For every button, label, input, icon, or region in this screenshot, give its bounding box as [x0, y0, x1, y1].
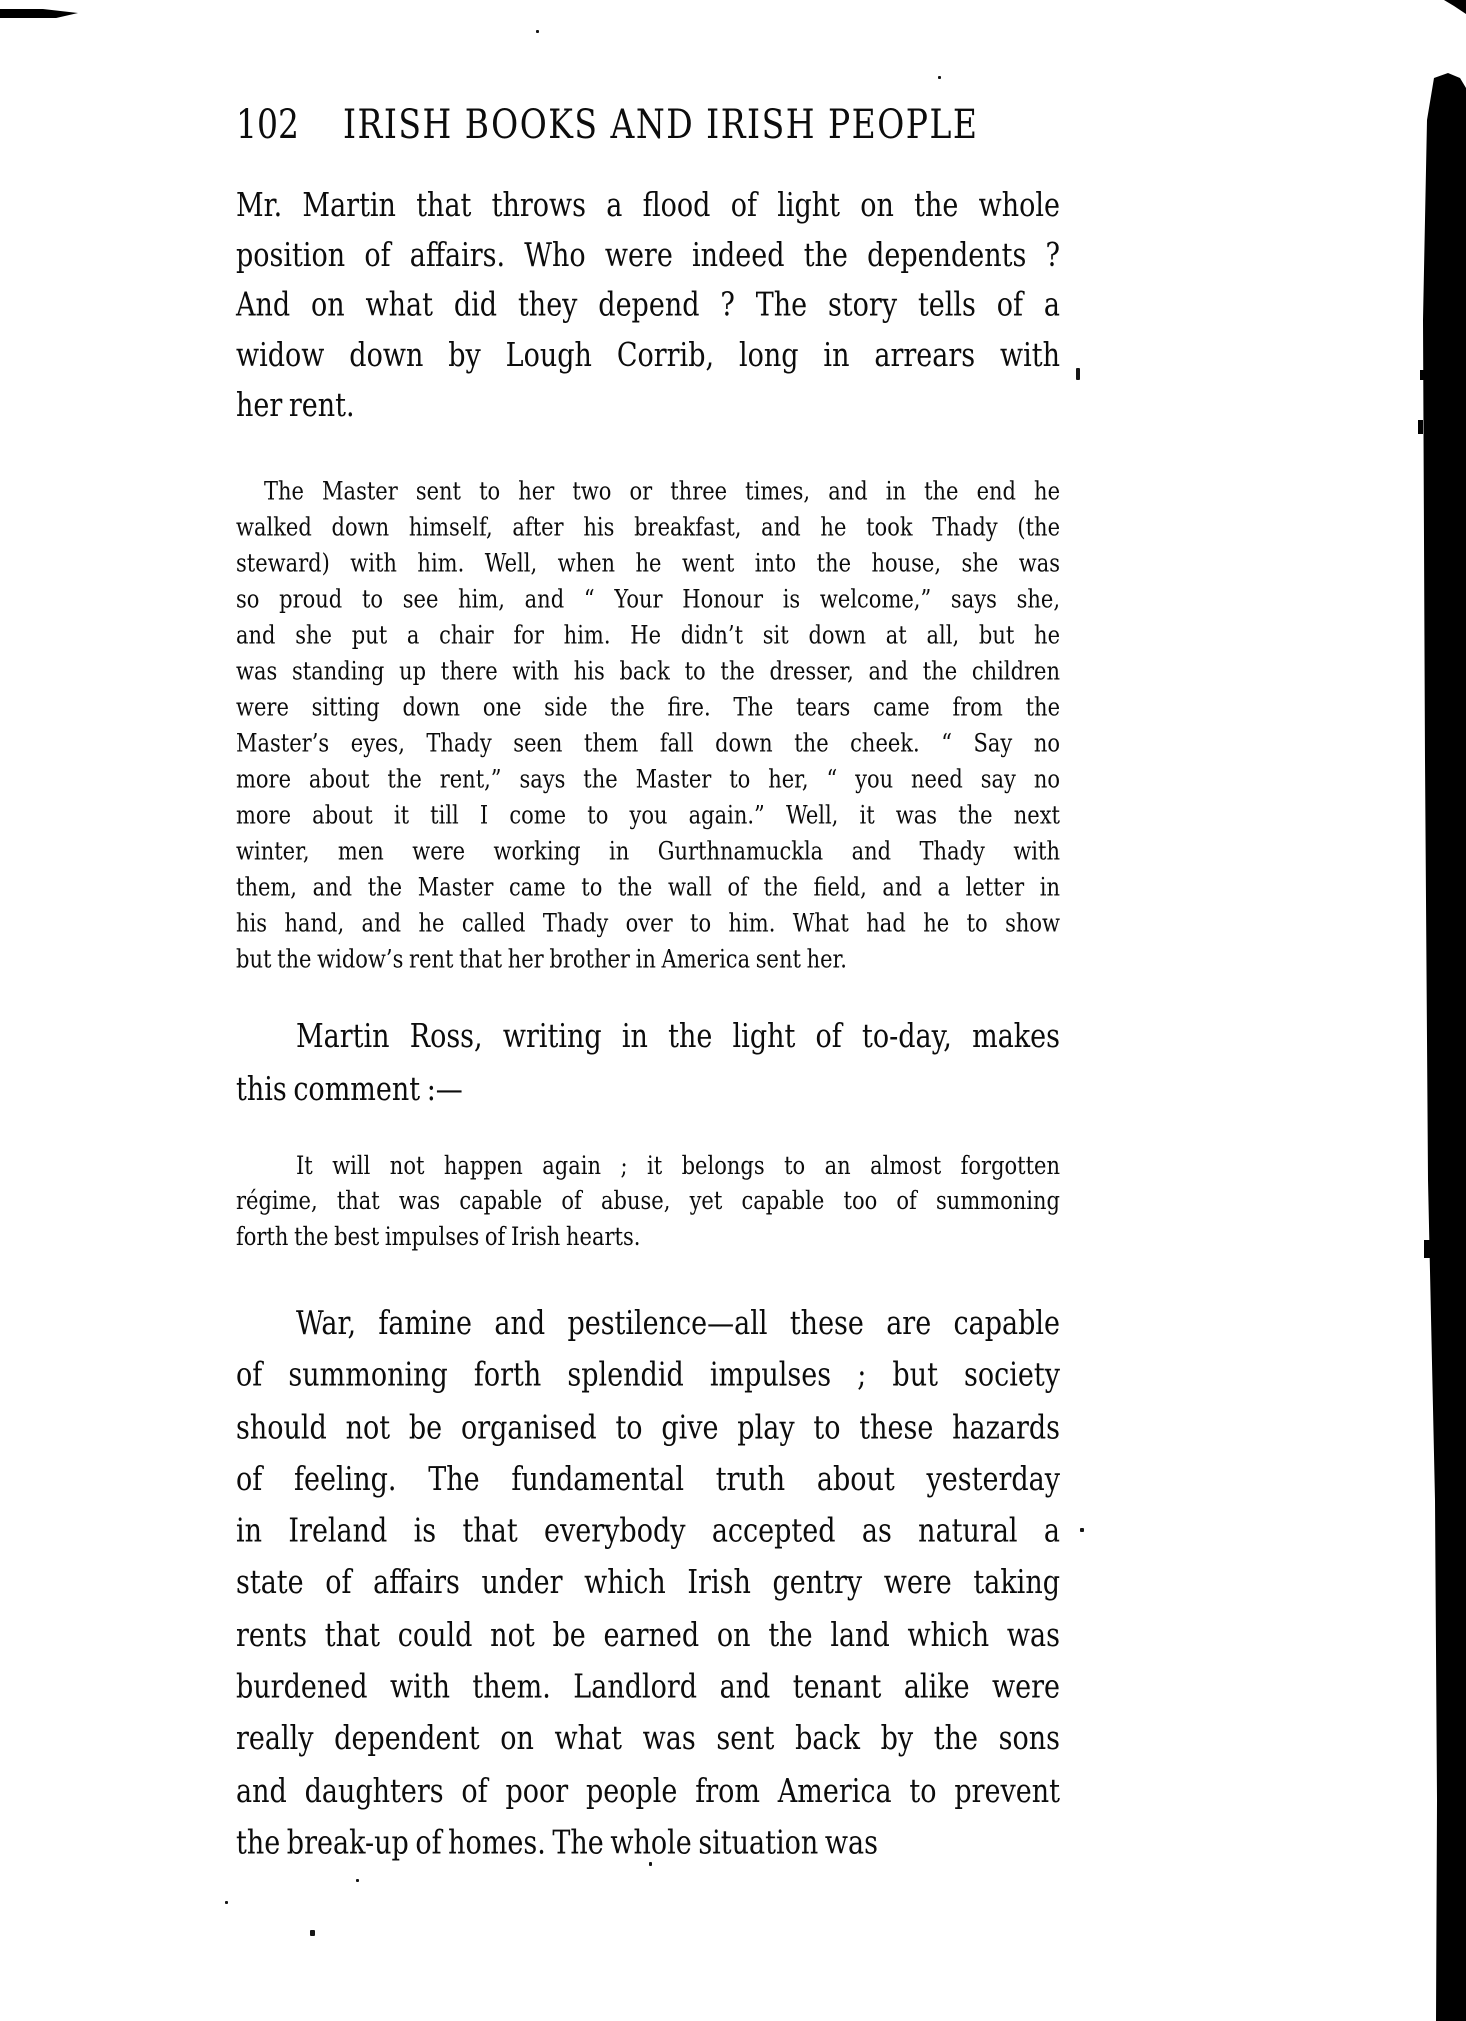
block-quote-story: [236, 473, 1060, 977]
text-line: It will not happen again ; it belongs to an almost forgotten: [296, 1151, 1060, 1181]
text-line: Mr. Martin that throws a flood of light on the whole: [236, 187, 1060, 225]
opening-paragraph: [236, 181, 1060, 431]
text-line: rents that could not be earned on the land which was: [236, 1616, 1060, 1655]
text-line: was standing up there with his back to the dresser, and the children: [236, 656, 1060, 686]
scan-mark-top-left: [0, 9, 78, 18]
scan-speck: [938, 76, 941, 79]
text-line: her rent.: [236, 387, 355, 425]
text-line: the break-up of homes. The whole situation was: [236, 1824, 878, 1862]
text-line: War, famine and pestilence—all these are capable: [296, 1305, 1060, 1343]
scan-speck: [649, 1862, 652, 1866]
running-title: IRISH BOOKS AND IRISH PEOPLE: [343, 100, 979, 148]
text-line: more about the rent,” says the Master to her, “ you need say no: [236, 764, 1060, 794]
text-line: this comment :—: [236, 1071, 463, 1109]
text-line: burdened with them. Landlord and tenant alike were: [236, 1668, 1060, 1707]
text-line: really dependent on what was sent back by the sons: [236, 1720, 1060, 1759]
text-line: them, and the Master came to the wall of the field, and a letter in: [236, 872, 1060, 902]
page-number: 102: [236, 100, 299, 148]
block-quote-comment: [236, 1149, 1060, 1254]
text-line: widow down by Lough Corrib, long in arrears with: [236, 337, 1060, 375]
text-line: and daughters of poor people from America to prevent: [236, 1772, 1060, 1811]
text-line: forth the best impulses of Irish hearts.: [236, 1221, 641, 1251]
text-line: régime, that was capable of abuse, yet capable too of summoning: [236, 1186, 1060, 1216]
page-header: [236, 100, 1060, 148]
text-line: of summoning forth splendid impulses ; but society: [236, 1357, 1060, 1395]
scan-gutter-shadow: [1414, 0, 1466, 2021]
closing-paragraph: [236, 1298, 1060, 1870]
text-line: so proud to see him, and “ Your Honour is welcome,” says she,: [236, 584, 1060, 614]
text-line: And on what did they depend ? The story tells of a: [236, 287, 1060, 325]
scan-speck: [356, 1879, 359, 1882]
text-line: were sitting down one side the fire. The tears came from the: [236, 692, 1060, 722]
text-line: steward) with him. Well, when he went into the house, she was: [236, 548, 1060, 578]
text-line: state of affairs under which Irish gentry were taking: [236, 1564, 1060, 1603]
comment-intro-paragraph: [236, 1011, 1060, 1117]
text-line: and she put a chair for him. He didn’t sit down at all, but he: [236, 620, 1060, 650]
scan-speck: [1080, 1528, 1084, 1532]
text-line: but the widow’s rent that her brother in America sent her.: [236, 944, 847, 974]
text-line: walked down himself, after his breakfast, and he took Thady (the: [236, 512, 1060, 542]
text-line: Martin Ross, writing in the light of to-day, makes: [296, 1018, 1060, 1056]
text-line: more about it till I come to you again.” Well, it was the next: [236, 800, 1060, 830]
scan-speck: [225, 1901, 228, 1904]
text-line: in Ireland is that everybody accepted as natural a: [236, 1513, 1060, 1551]
text-line: should not be organised to give play to these hazards: [236, 1409, 1060, 1447]
text-line: Master’s eyes, Thady seen them fall down the cheek. “ Say no: [236, 728, 1060, 758]
text-line: of feeling. The fundamental truth about yesterday: [236, 1461, 1060, 1499]
scan-speck: [536, 30, 539, 33]
text-line: position of affairs. Who were indeed the dependents ?: [236, 237, 1060, 275]
text-line: The Master sent to her two or three times, and in the end he: [264, 476, 1060, 506]
scan-speck: [1076, 368, 1080, 380]
text-line: his hand, and he called Thady over to him. What had he to show: [236, 908, 1060, 938]
scan-speck: [310, 1930, 315, 1936]
text-line: winter, men were working in Gurthnamuckla and Thady with: [236, 836, 1060, 866]
